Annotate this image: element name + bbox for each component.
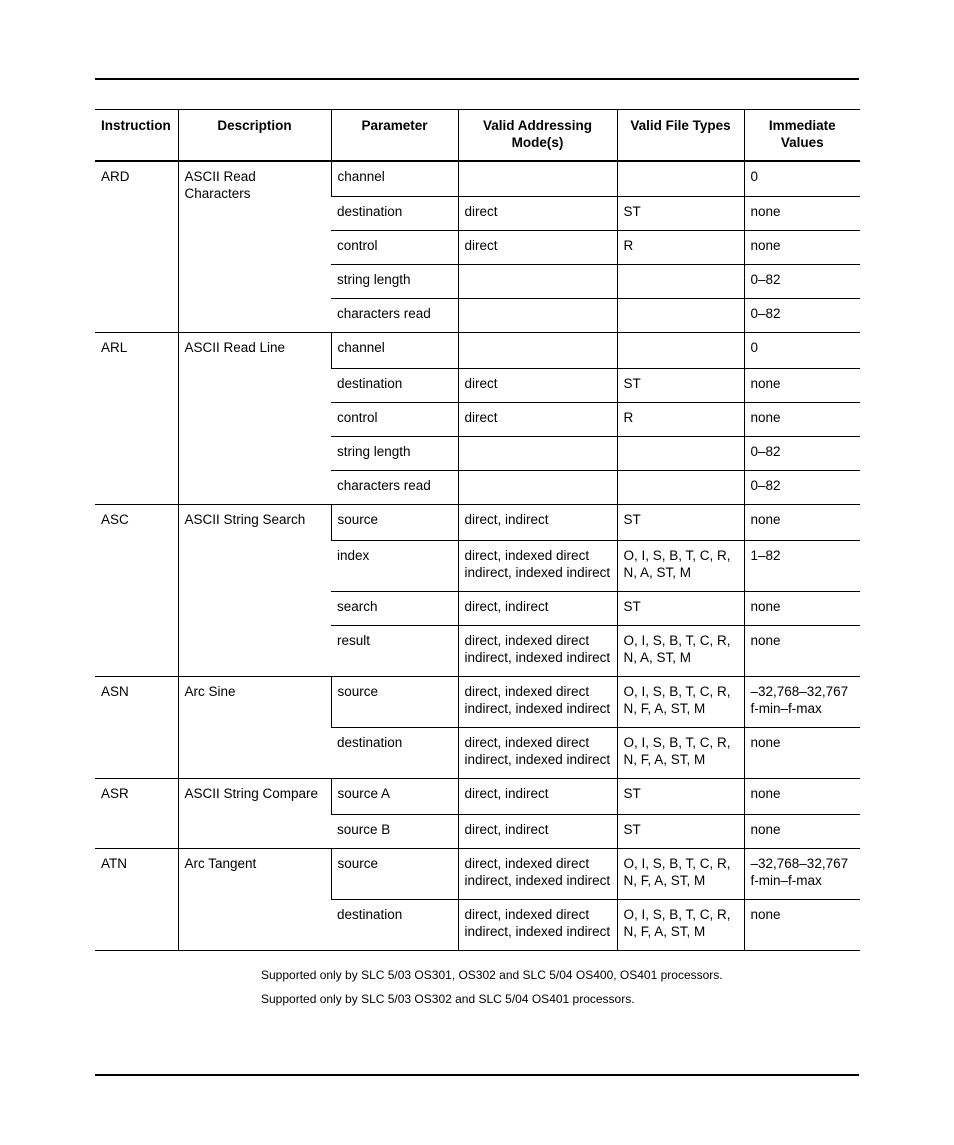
cell-description: Arc Tangent — [178, 848, 331, 950]
bottom-rule — [95, 1074, 859, 1076]
cell-instruction: ASN — [95, 676, 178, 778]
cell-addressing-mode: direct, indirect — [458, 591, 617, 625]
cell-parameter: channel — [331, 161, 458, 196]
cell-file-types: ST — [617, 196, 744, 230]
footnote-2: Supported only by SLC 5/03 OS302 and SLC 5/04 OS401 processors. — [261, 992, 635, 1006]
cell-file-types: ST — [617, 591, 744, 625]
cell-addressing-mode — [458, 298, 617, 332]
cell-immediate-values: 0 — [744, 332, 860, 368]
cell-description: Arc Sine — [178, 676, 331, 778]
cell-parameter: destination — [331, 899, 458, 950]
cell-parameter: destination — [331, 196, 458, 230]
cell-immediate-values: –32,768–32,767 f-min–f-max — [744, 848, 860, 899]
cell-description: ASCII Read Line — [178, 332, 331, 504]
cell-file-types — [617, 161, 744, 196]
cell-file-types — [617, 436, 744, 470]
cell-addressing-mode: direct, indexed direct indirect, indexed indirect — [458, 676, 617, 727]
cell-file-types: O, I, S, B, T, C, R, N, F, A, ST, M — [617, 848, 744, 899]
cell-addressing-mode: direct, indexed direct indirect, indexed indirect — [458, 727, 617, 778]
instruction-table — [95, 109, 860, 951]
cell-file-types: ST — [617, 504, 744, 540]
cell-immediate-values: 0–82 — [744, 264, 860, 298]
cell-immediate-values: none — [744, 196, 860, 230]
cell-file-types — [617, 298, 744, 332]
cell-addressing-mode: direct, indexed direct indirect, indexed indirect — [458, 899, 617, 950]
cell-parameter: destination — [331, 727, 458, 778]
cell-immediate-values: none — [744, 899, 860, 950]
table-row — [95, 504, 860, 540]
cell-immediate-values: –32,768–32,767 f-min–f-max — [744, 676, 860, 727]
cell-description: ASCII Read Characters — [178, 161, 331, 332]
table-header-row — [95, 110, 860, 162]
cell-addressing-mode: direct — [458, 402, 617, 436]
cell-immediate-values: 0 — [744, 161, 860, 196]
cell-addressing-mode: direct, indirect — [458, 778, 617, 814]
cell-immediate-values: 0–82 — [744, 298, 860, 332]
cell-parameter: control — [331, 230, 458, 264]
cell-immediate-values: none — [744, 727, 860, 778]
cell-file-types: O, I, S, B, T, C, R, N, F, A, ST, M — [617, 899, 744, 950]
cell-immediate-values: none — [744, 814, 860, 848]
cell-immediate-values: 1–82 — [744, 540, 860, 591]
cell-immediate-values: none — [744, 625, 860, 676]
cell-description: ASCII String Search — [178, 504, 331, 676]
footnote-1: Supported only by SLC 5/03 OS301, OS302 and SLC 5/04 OS400, OS401 processors. — [261, 968, 723, 982]
cell-addressing-mode: direct, indexed direct indirect, indexed indirect — [458, 625, 617, 676]
cell-addressing-mode: direct, indirect — [458, 814, 617, 848]
cell-file-types: O, I, S, B, T, C, R, N, F, A, ST, M — [617, 676, 744, 727]
cell-file-types: R — [617, 402, 744, 436]
table-body — [95, 161, 860, 950]
cell-parameter: source B — [331, 814, 458, 848]
table-row — [95, 332, 860, 368]
cell-immediate-values: none — [744, 368, 860, 402]
cell-file-types: O, I, S, B, T, C, R, N, F, A, ST, M — [617, 727, 744, 778]
cell-immediate-values: none — [744, 230, 860, 264]
cell-addressing-mode — [458, 264, 617, 298]
cell-addressing-mode — [458, 470, 617, 504]
header-description: Description — [178, 110, 331, 162]
cell-parameter: source — [331, 676, 458, 727]
cell-instruction: ARD — [95, 161, 178, 332]
cell-addressing-mode — [458, 332, 617, 368]
cell-addressing-mode — [458, 436, 617, 470]
cell-addressing-mode: direct — [458, 196, 617, 230]
cell-instruction: ATN — [95, 848, 178, 950]
header-addressing-mode: Valid Addressing Mode(s) — [458, 110, 617, 162]
cell-immediate-values: none — [744, 591, 860, 625]
cell-addressing-mode: direct, indexed direct indirect, indexed indirect — [458, 540, 617, 591]
cell-file-types: ST — [617, 368, 744, 402]
header-instruction: Instruction — [95, 110, 178, 162]
cell-file-types: ST — [617, 778, 744, 814]
cell-instruction: ASC — [95, 504, 178, 676]
cell-parameter: characters read — [331, 298, 458, 332]
cell-parameter: destination — [331, 368, 458, 402]
cell-file-types — [617, 470, 744, 504]
cell-immediate-values: 0–82 — [744, 470, 860, 504]
cell-file-types: O, I, S, B, T, C, R, N, A, ST, M — [617, 540, 744, 591]
cell-addressing-mode: direct — [458, 230, 617, 264]
cell-parameter: result — [331, 625, 458, 676]
cell-file-types — [617, 264, 744, 298]
cell-immediate-values: none — [744, 402, 860, 436]
cell-instruction: ASR — [95, 778, 178, 848]
cell-addressing-mode — [458, 161, 617, 196]
header-parameter: Parameter — [331, 110, 458, 162]
cell-parameter: search — [331, 591, 458, 625]
cell-parameter: string length — [331, 436, 458, 470]
cell-parameter: channel — [331, 332, 458, 368]
top-rule — [95, 78, 859, 80]
cell-parameter: index — [331, 540, 458, 591]
table-row — [95, 778, 860, 814]
table-row — [95, 848, 860, 899]
cell-parameter: source A — [331, 778, 458, 814]
cell-file-types: ST — [617, 814, 744, 848]
cell-addressing-mode: direct, indirect — [458, 504, 617, 540]
cell-parameter: source — [331, 848, 458, 899]
cell-immediate-values: none — [744, 778, 860, 814]
header-immediate-values: Immediate Values — [744, 110, 860, 162]
cell-description: ASCII String Compare — [178, 778, 331, 848]
cell-parameter: string length — [331, 264, 458, 298]
cell-file-types: O, I, S, B, T, C, R, N, A, ST, M — [617, 625, 744, 676]
cell-instruction: ARL — [95, 332, 178, 504]
cell-immediate-values: none — [744, 504, 860, 540]
cell-file-types — [617, 332, 744, 368]
table-row — [95, 161, 860, 196]
cell-addressing-mode: direct — [458, 368, 617, 402]
cell-file-types: R — [617, 230, 744, 264]
cell-immediate-values: 0–82 — [744, 436, 860, 470]
header-file-types: Valid File Types — [617, 110, 744, 162]
cell-parameter: control — [331, 402, 458, 436]
cell-parameter: source — [331, 504, 458, 540]
cell-parameter: characters read — [331, 470, 458, 504]
cell-addressing-mode: direct, indexed direct indirect, indexed indirect — [458, 848, 617, 899]
table-row — [95, 676, 860, 727]
